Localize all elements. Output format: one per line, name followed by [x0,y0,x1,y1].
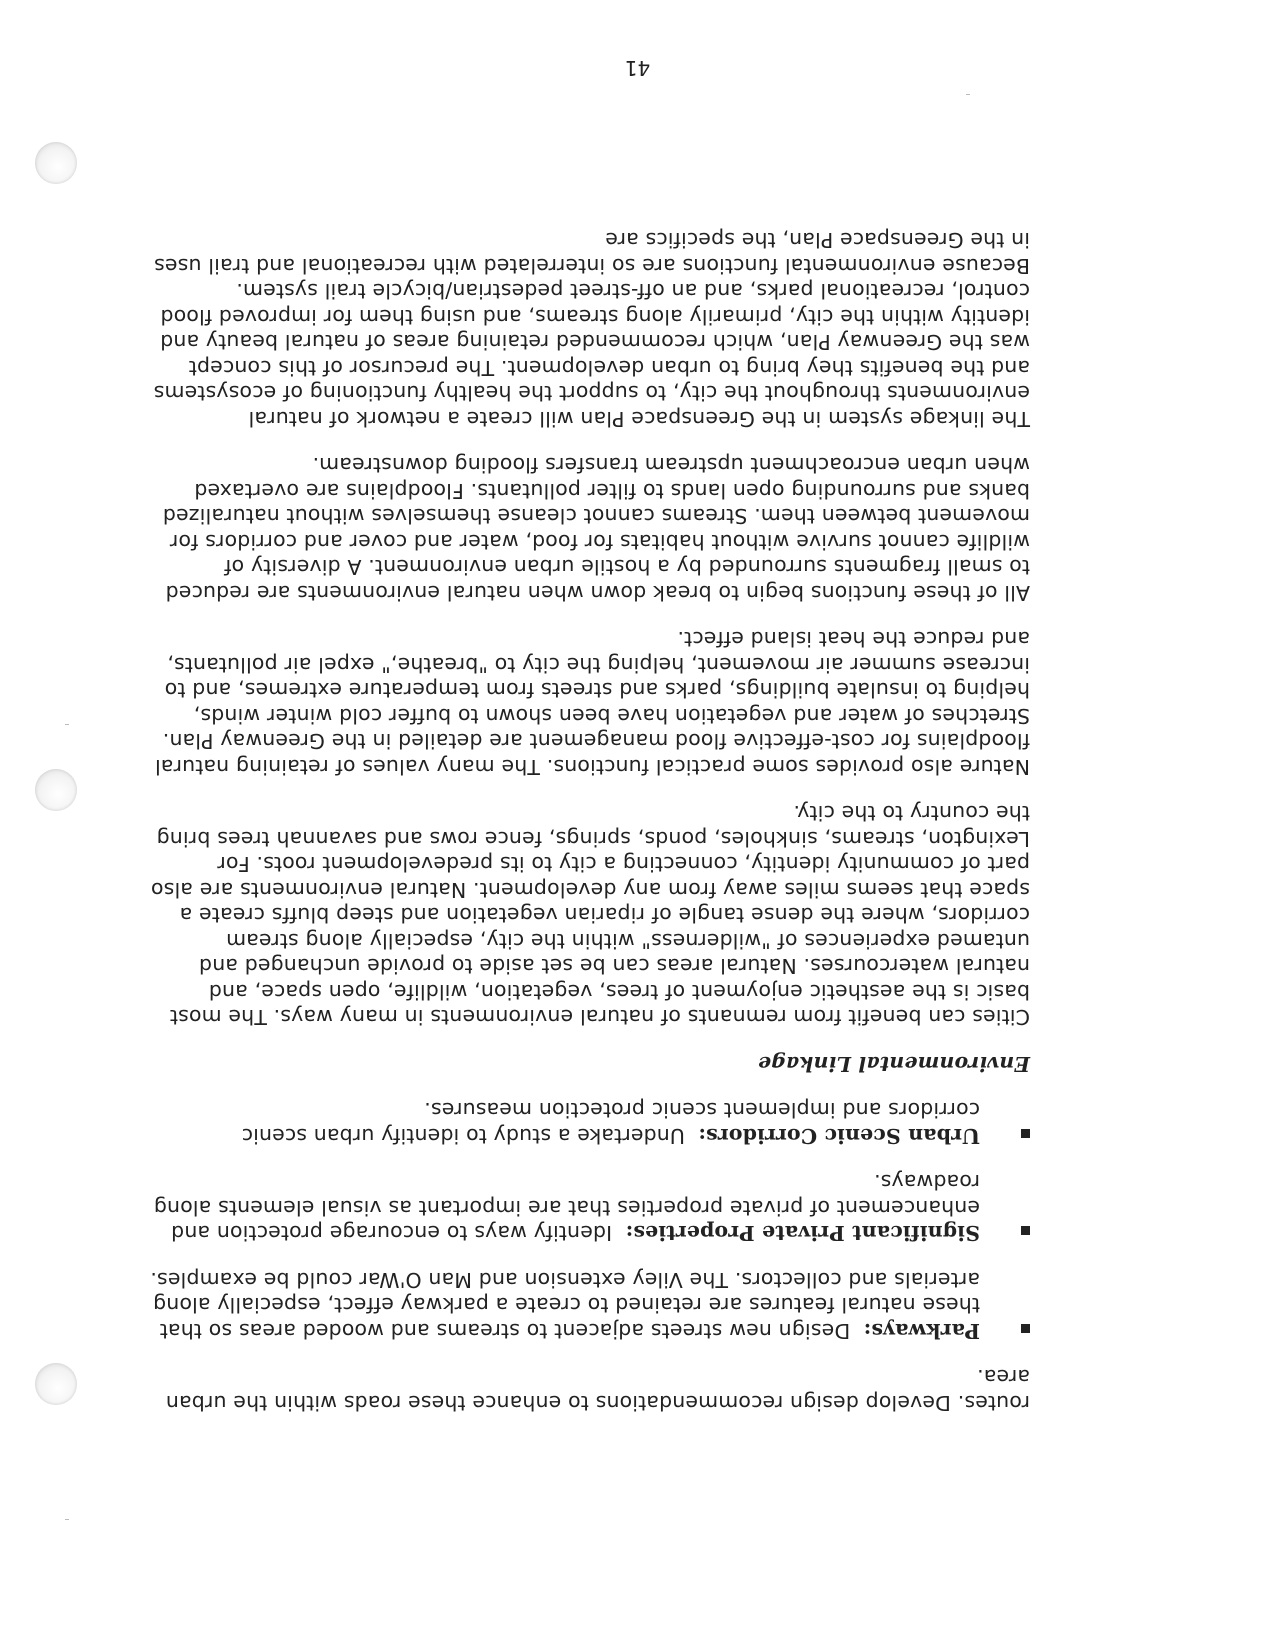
bullet-term: Urban Scenic Corridors: [698,1124,980,1148]
binder-hole-bottom [35,142,77,184]
scan-mark [966,94,970,95]
page-number: 41 [624,56,651,80]
bullet-parkways [145,1267,1030,1344]
carry-over-paragraph: routes. Develop design recommendations to enhance these roads within the urban area. [165,1365,1030,1415]
bullet-text: Design new streets adjacent to streams and wooded areas so that these natural features are retained to create a parkway effect, especially along arterials and collectors. The Viley extension and Man O'War could be examples. [150,1268,980,1343]
bullet-urban-scenic-corridors [145,1097,1030,1148]
scan-mark [65,724,69,725]
body-paragraph: All of these functions begin to break down when natural environments are reduced to small fragments surrounded by a hostile urban environment. A diversity of wildlife cannot survive without habitats for food, water and cover and corridors for movement between them. Streams cannot cleanse themselves without naturalized banks and surrounding open lands to filter pollutants. Floodplains are overtaxed when urban encroachment upstream transfers flooding downstream. [162,453,1030,605]
body-paragraph: The linkage system in the Greenspace Plan will create a network of natural environments throughout the city, to support the healthy functioning of ecosystems and the benefits they bring to urban development. The precursor of this concept was the Greenway Plan, which recommended retaining areas of natural beauty and identity within the city, primarily along streams, and using them for improved flood control, recreational parks, and an off-street pedestrian/bicycle trail system. Because environmental functions are so interrelated with recreational and trail uses in the Greenspace Plan, the specifics are [153,228,1030,431]
bullet-term: Parkways: [863,1319,980,1343]
binder-hole-middle [35,769,77,811]
scan-mark [65,1519,69,1520]
bullet-text: Undertake a study to identify urban scenic corridors and implement scenic protection measures. [241,1098,980,1148]
page-content [145,206,1030,1415]
bullet-marker [1021,1227,1030,1236]
bullet-marker [1021,1324,1030,1333]
section-heading: Environmental Linkage [757,1052,1030,1076]
body-paragraph: Cities can benefit from remnants of natural environments in many ways. The most basic is the aesthetic enjoyment of trees, vegetation, wildlife, open space, and natural watercourses. Natural areas can be set aside to provide unchanged and untamed experiences of "wilderness" within the city, especially along stream corridors, where the dense tangle of riparian vegetation and steep bluffs create a space that seems miles away from any development. Natural environments are also part of community identity, connecting a city to its predevelopment roots. For Lexington, streams, sinkholes, ponds, springs, fence rows and savannah trees bring the country to the city. [150,801,1030,1030]
binder-hole-top [35,1363,77,1405]
body-paragraph: Nature also provides some practical functions. The many values of retaining natural floodplains for cost-effective flood management are detailed in the Greenway Plan. Stretches of water and vegetation have been shown to buffer cold winter winds, helping to insulate buildings, parks and streets from temperature extremes, and to increase summer air movement, helping the city to "breathe," expel air pollutants, and reduce the heat island effect. [154,627,1030,779]
bullet-marker [1021,1129,1030,1138]
bullet-term: Significant Private Properties: [625,1221,980,1246]
bullet-text: Identify ways to encourage protection and enhancement of private properties that are important as visual elements along roadways. [153,1170,980,1246]
bullet-significant-private-properties [145,1169,1030,1246]
